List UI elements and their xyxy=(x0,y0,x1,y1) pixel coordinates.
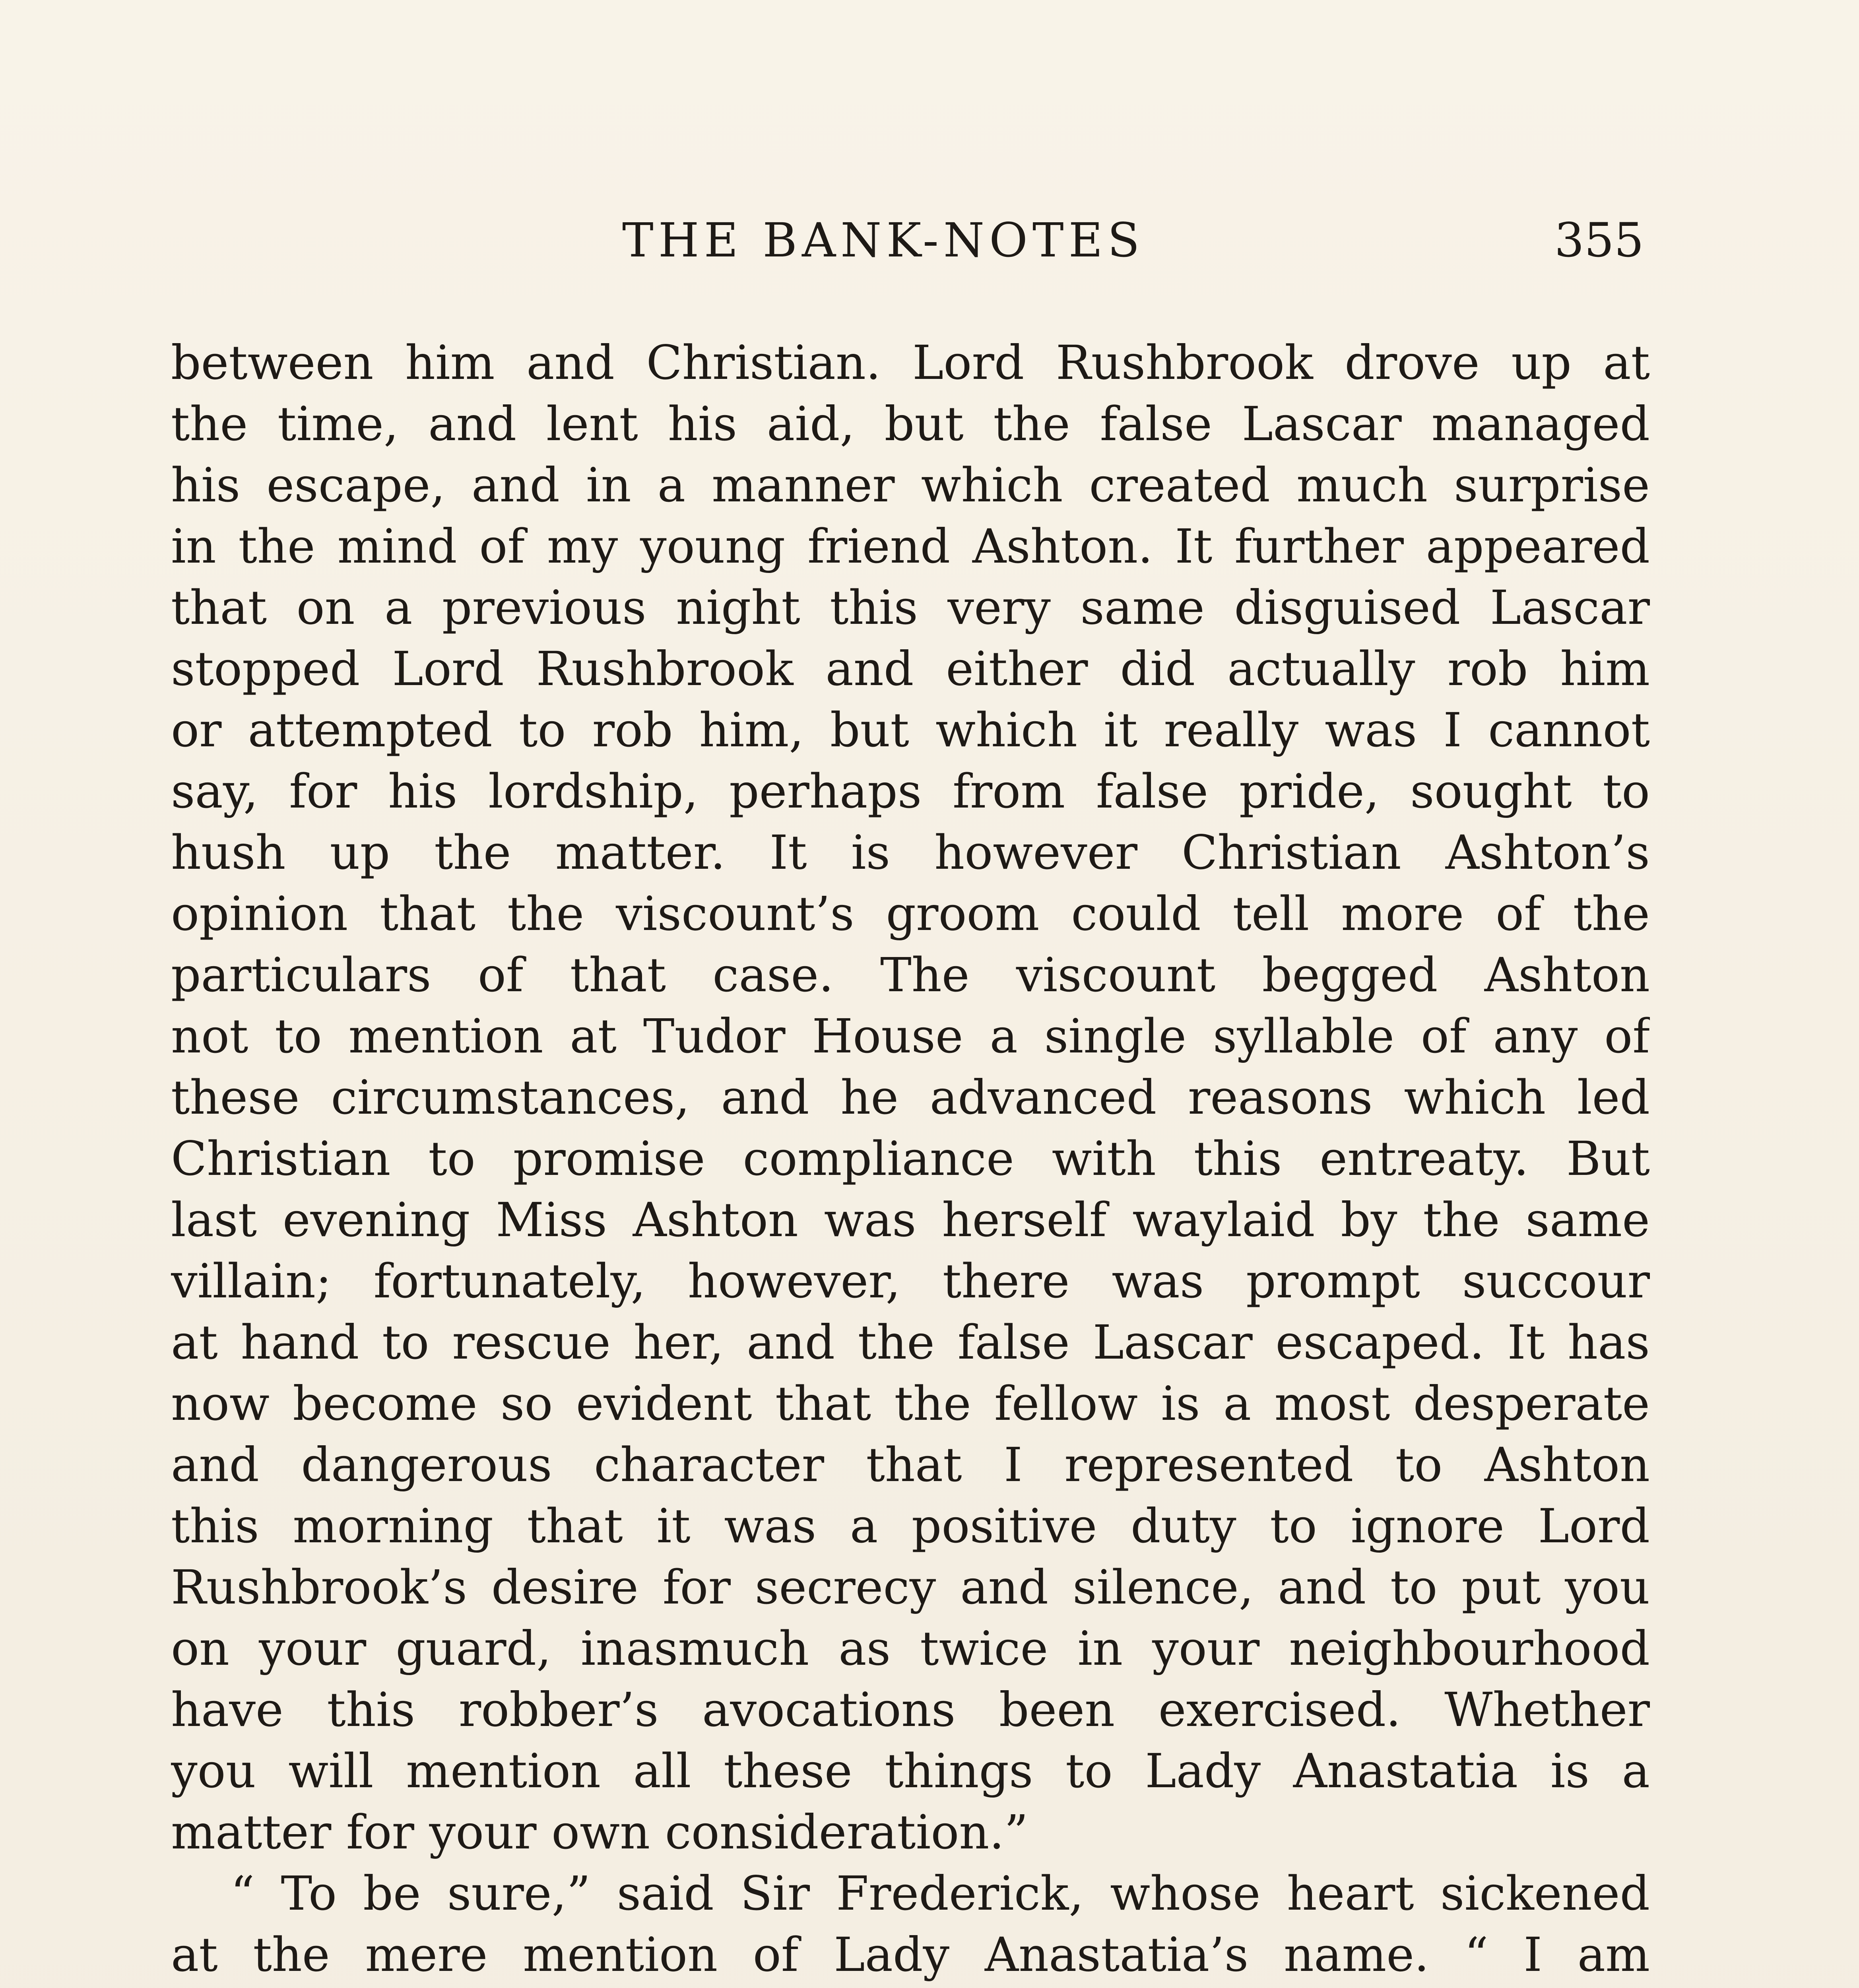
text-line: hush up the matter. It is however Christian Ashton’s xyxy=(171,825,1650,880)
text-line: that on a previous night this very same disguised Lascar xyxy=(171,580,1650,635)
text-line: stopped Lord Rushbrook and either did actually rob him xyxy=(171,641,1650,696)
text-line: between him and Christian. Lord Rushbrook drove up at xyxy=(171,335,1650,390)
running-head: THE BANK-NOTES xyxy=(622,213,1145,268)
text-line: Rushbrook’s desire for secrecy and silence, and to put you xyxy=(171,1560,1650,1615)
text-line xyxy=(171,1985,1650,1988)
text-line: his escape, and in a manner which created much surprise xyxy=(171,458,1650,513)
text-line: at hand to rescue her, and the false Lascar escaped. It has xyxy=(171,1315,1650,1370)
text-line: villain; fortunately, however, there was prompt succour xyxy=(171,1254,1650,1309)
text-line: matter for your own consideration.” xyxy=(171,1805,1028,1860)
text-line: or attempted to rob him, but which it really was I cannot xyxy=(171,703,1650,757)
text-line: “ To be sure,” said Sir Frederick, whose heart sickened xyxy=(231,1866,1650,1921)
text-line: say, for his lordship, perhaps from false pride, sought to xyxy=(171,764,1650,819)
text-line: you will mention all these things to Lady Anastatia is a xyxy=(171,1743,1650,1798)
text-line: and dangerous character that I represented to Ashton xyxy=(171,1437,1650,1492)
body-text xyxy=(171,332,1650,1988)
text-line: the time, and lent his aid, but the false Lascar managed xyxy=(171,396,1650,451)
text-line: opinion that the viscount’s groom could tell more of the xyxy=(171,886,1650,941)
text-line: have this robber’s avocations been exercised. Whether xyxy=(171,1682,1650,1737)
text-line: on your guard, inasmuch as twice in your neighbourhood xyxy=(171,1621,1650,1676)
text-line: this morning that it was a positive duty to ignore Lord xyxy=(171,1499,1650,1553)
text-line: in the mind of my young friend Ashton. It further appeared xyxy=(171,519,1650,574)
text-line: these circumstances, and he advanced reasons which led xyxy=(171,1070,1650,1125)
text-line: at the mere mention of Lady Anastatia’s name. “ I am xyxy=(171,1927,1650,1982)
text-line: not to mention at Tudor House a single syllable of any of xyxy=(171,1009,1650,1064)
text-line: Christian to promise compliance with this entreaty. But xyxy=(171,1131,1650,1186)
text-line: last evening Miss Ashton was herself waylaid by the same xyxy=(171,1192,1650,1247)
text-line: now become so evident that the fellow is a most desperate xyxy=(171,1376,1650,1431)
page-number: 355 xyxy=(1554,213,1644,268)
page-header xyxy=(622,213,1644,300)
text-line: particulars of that case. The viscount begged Ashton xyxy=(171,947,1650,1002)
